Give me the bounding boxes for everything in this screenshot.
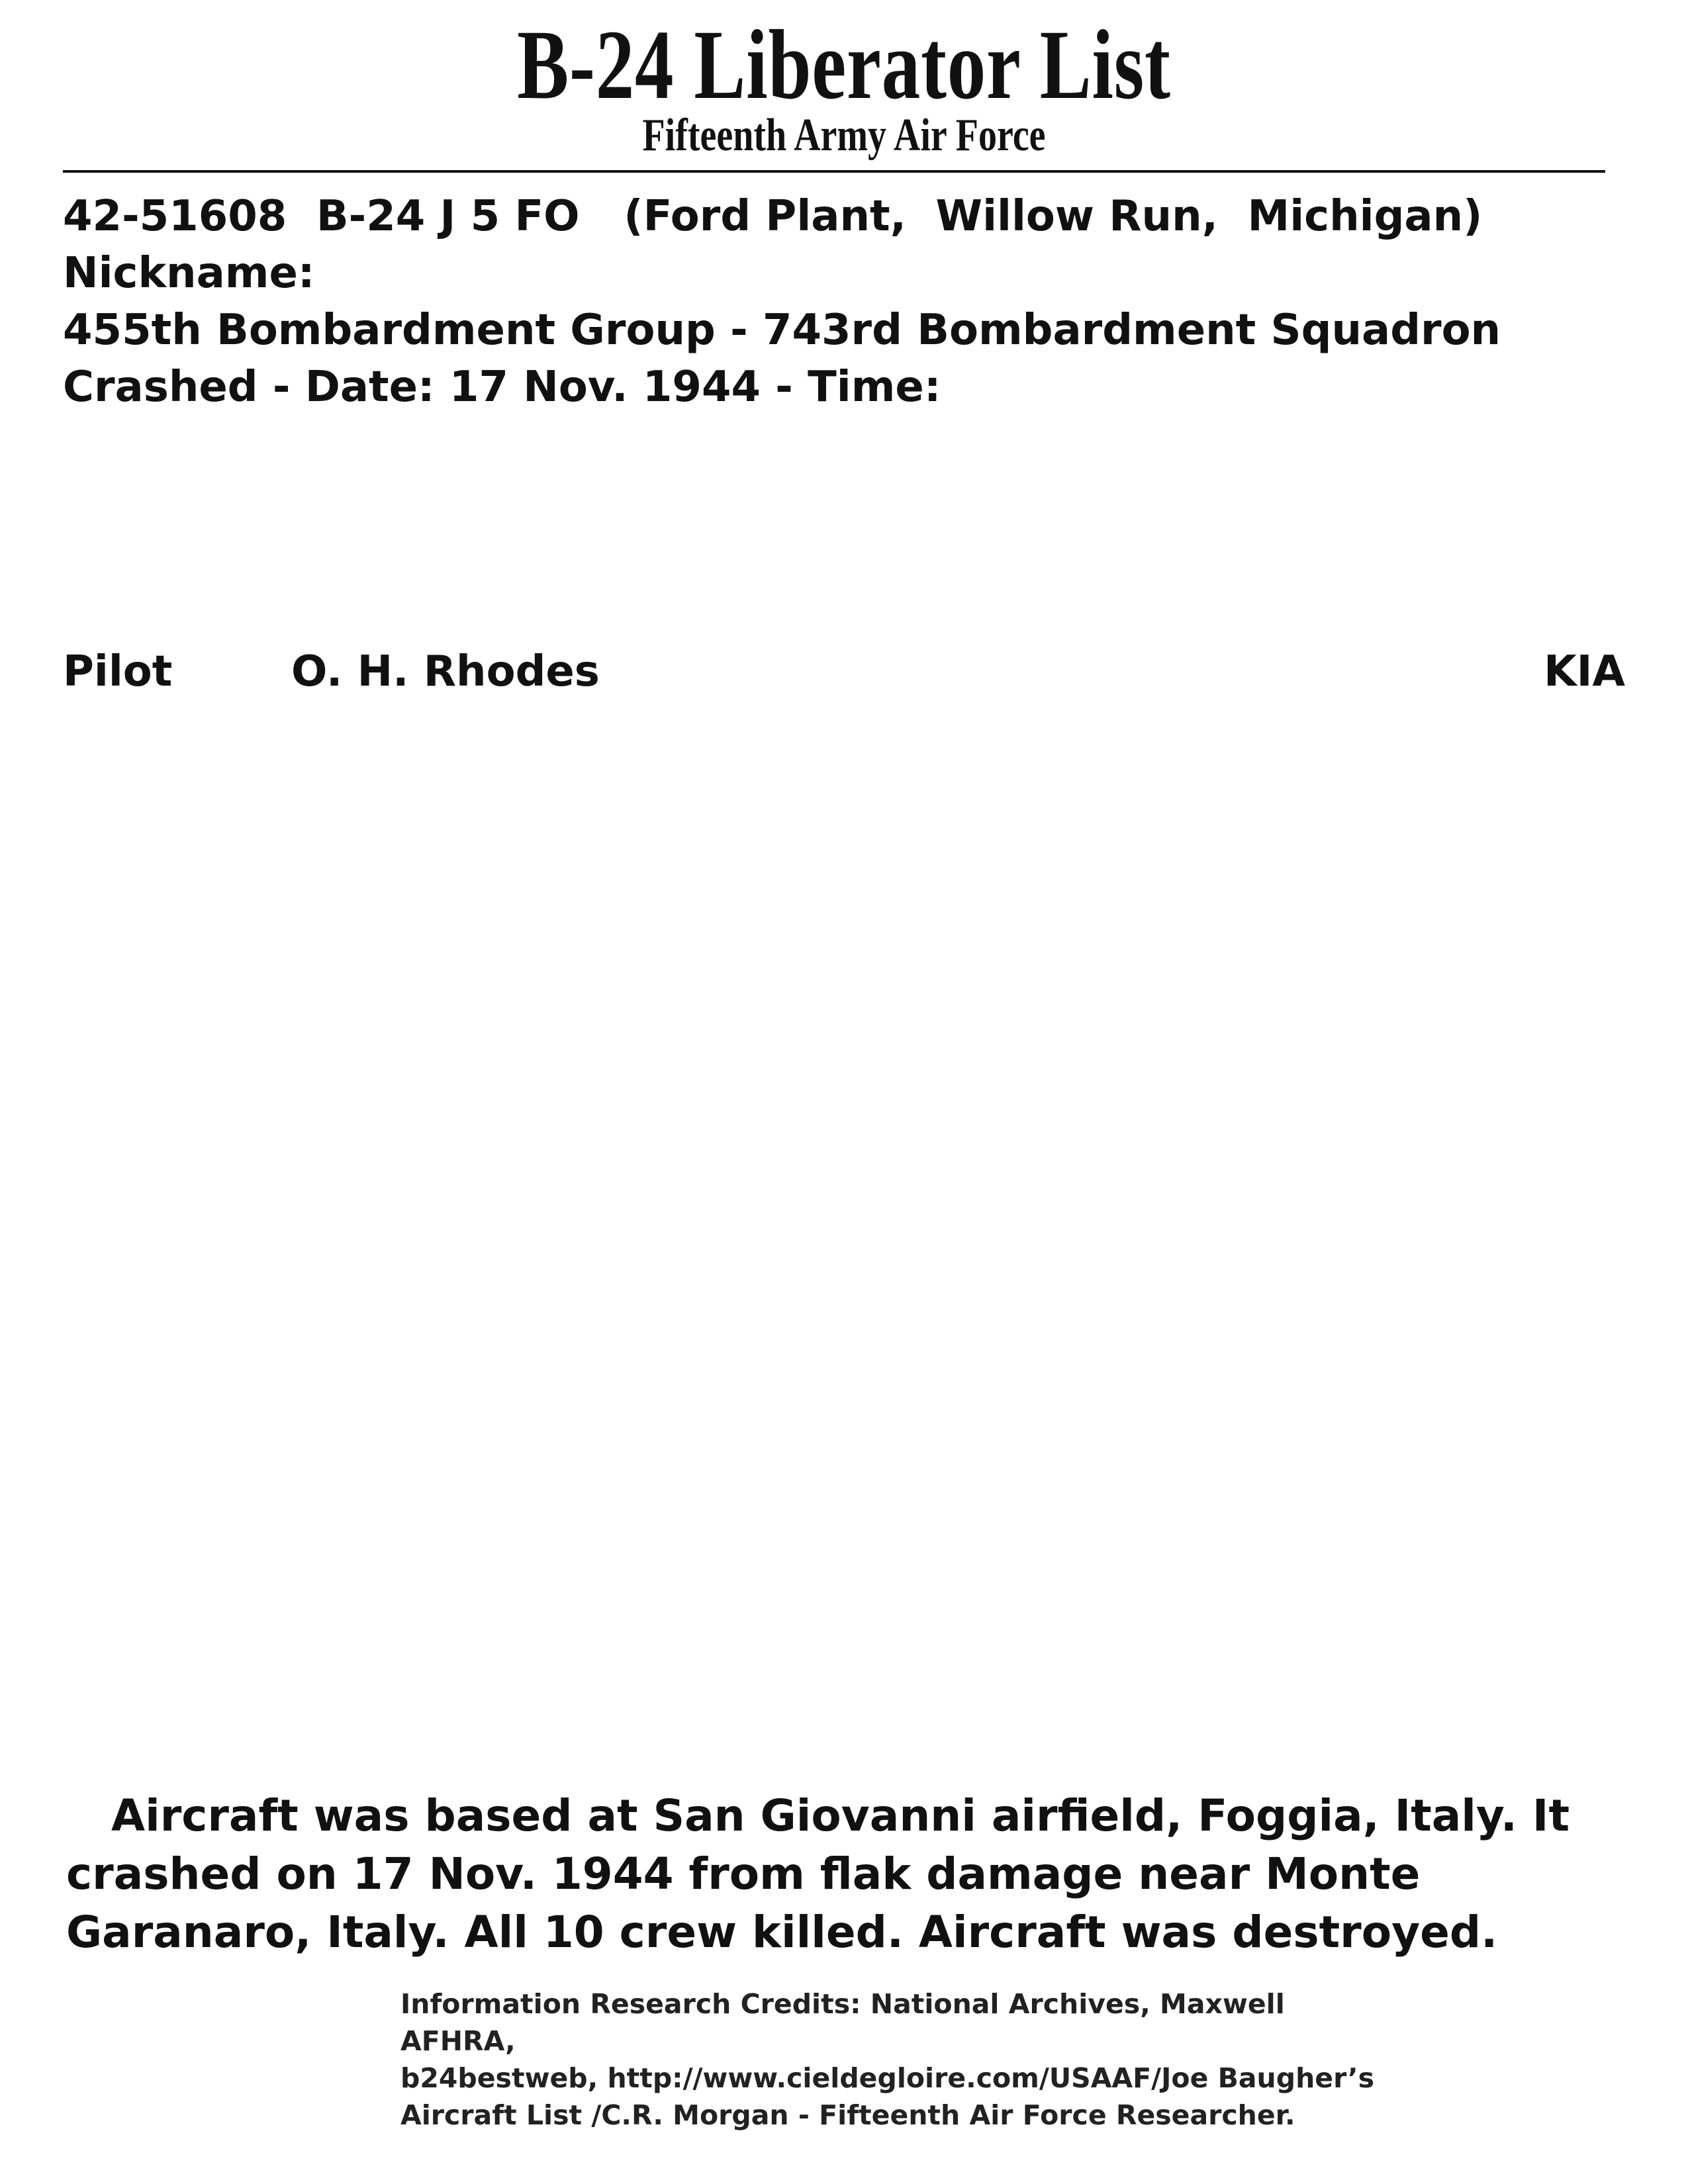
header-divider — [63, 170, 1605, 173]
credits-line-2: b24bestweb, http://www.cieldegloire.com/USAAF/Joe Baugher’s — [400, 2062, 1375, 2094]
crew-role: Pilot — [63, 647, 173, 696]
credits-line-3: Aircraft List /C.R. Morgan - Fifteenth Air Force Researcher. — [400, 2099, 1295, 2131]
aircraft-serial-line: 42-51608 B-24 J 5 FO (Ford Plant, Willow Run, Michigan) — [63, 192, 1483, 241]
research-credits — [400, 1985, 1393, 2134]
crew-name: O. H. Rhodes — [291, 647, 600, 696]
narrative-paragraph: Aircraft was based at San Giovanni airfield, Foggia, Italy. It crashed on 17 Nov. 1944 from flak damage near Monte Garanaro, Italy. All 10 crew killed. Aircraft was destroyed. — [66, 1790, 1570, 1958]
page-title: B-24 Liberator List — [517, 10, 1171, 120]
crew-row — [63, 642, 1625, 702]
page-subtitle: Fifteenth Army Air Force — [642, 110, 1046, 161]
crew-status: KIA — [1544, 647, 1625, 696]
aircraft-unit-line: 455th Bombardment Group - 743rd Bombardment Squadron — [63, 306, 1501, 355]
credits-line-1: Information Research Credits: National Archives, Maxwell AFHRA, — [400, 1988, 1285, 2057]
aircraft-crash-line: Crashed - Date: 17 Nov. 1944 - Time: — [63, 363, 941, 412]
aircraft-nickname-line: Nickname: — [63, 249, 315, 298]
